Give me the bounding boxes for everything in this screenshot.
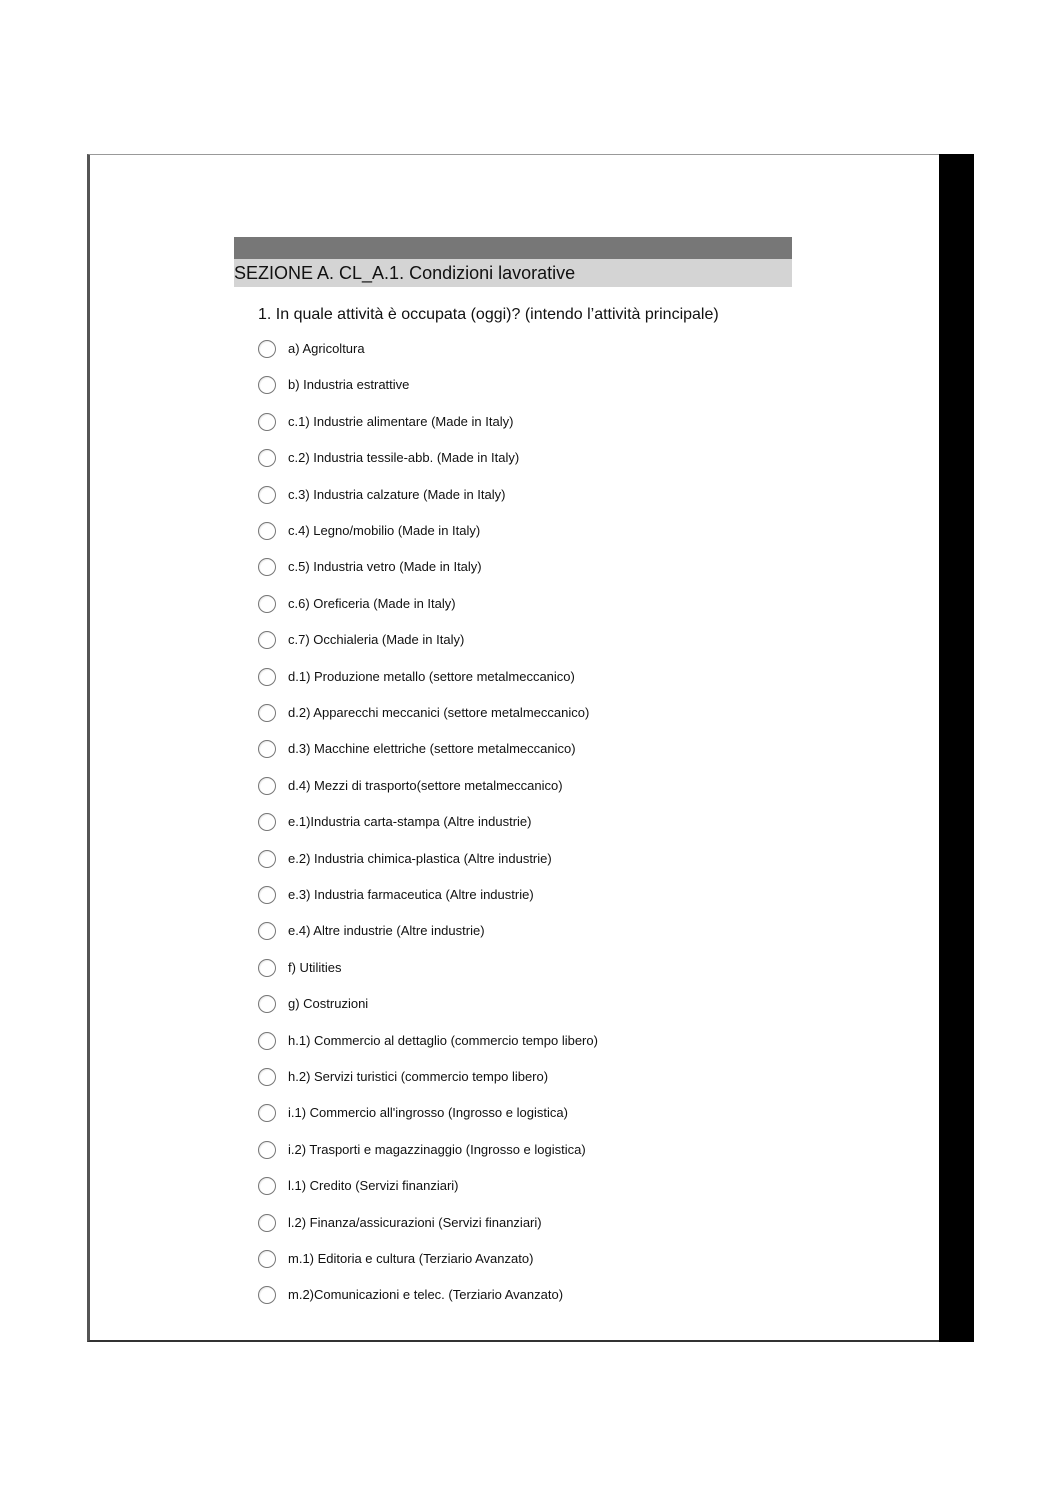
radio-button[interactable]	[258, 1141, 276, 1159]
radio-button[interactable]	[258, 631, 276, 649]
option-label: c.2) Industria tessile-abb. (Made in Italy)	[288, 450, 520, 466]
option-item[interactable]	[258, 884, 534, 906]
radio-button[interactable]	[258, 886, 276, 904]
radio-button[interactable]	[258, 1104, 276, 1122]
radio-button[interactable]	[258, 850, 276, 868]
radio-button[interactable]	[258, 668, 276, 686]
option-item[interactable]	[258, 775, 563, 797]
section-title: SEZIONE A. CL_A.1. Condizioni lavorative	[234, 263, 576, 283]
option-label: c.7) Occhialeria (Made in Italy)	[288, 632, 465, 648]
option-label: c.3) Industria calzature (Made in Italy)	[288, 486, 506, 502]
option-item[interactable]	[258, 484, 505, 506]
option-label: f) Utilities	[288, 959, 342, 975]
radio-button[interactable]	[258, 522, 276, 540]
radio-button[interactable]	[258, 1177, 276, 1195]
radio-button[interactable]	[258, 376, 276, 394]
option-label: i.1) Commercio all'ingrosso (Ingrosso e logistica)	[288, 1105, 568, 1121]
option-item[interactable]	[258, 1030, 598, 1052]
radio-button[interactable]	[258, 486, 276, 504]
option-label: e.3) Industria farmaceutica (Altre industrie)	[288, 887, 534, 902]
option-label: d.4) Mezzi di trasporto(settore metalmeccanico)	[288, 777, 563, 793]
option-item[interactable]	[258, 338, 365, 360]
radio-button[interactable]	[258, 1068, 276, 1086]
option-item[interactable]	[258, 993, 368, 1015]
radio-button[interactable]	[258, 777, 276, 795]
option-label: a) Agricoltura	[288, 341, 365, 356]
radio-button[interactable]	[258, 558, 276, 576]
option-label: c.1) Industrie alimentare (Made in Italy)	[288, 413, 514, 429]
radio-button[interactable]	[258, 340, 276, 358]
option-item[interactable]	[258, 447, 519, 469]
option-label: g) Costruzioni	[288, 996, 369, 1012]
option-item[interactable]	[258, 1139, 586, 1161]
radio-button[interactable]	[258, 595, 276, 613]
option-label: m.1) Editoria e cultura (Terziario Avanzato)	[288, 1251, 534, 1266]
radio-button[interactable]	[258, 1286, 276, 1304]
page-shadow	[939, 154, 974, 1342]
option-item[interactable]	[258, 1066, 548, 1088]
radio-button[interactable]	[258, 1214, 276, 1232]
option-label: i.2) Trasporti e magazzinaggio (Ingrosso e logistica)	[288, 1141, 586, 1157]
option-label: m.2)Comunicazioni e telec. (Terziario Avanzato)	[288, 1287, 564, 1303]
option-label: e.4) Altre industrie (Altre industrie)	[288, 923, 485, 939]
option-label: d.1) Produzione metallo (settore metalmeccanico)	[288, 668, 575, 684]
radio-button[interactable]	[258, 1032, 276, 1050]
option-item[interactable]	[258, 374, 409, 396]
option-label: e.1)Industria carta-stampa (Altre industrie)	[288, 814, 532, 830]
radio-button[interactable]	[258, 1250, 276, 1268]
option-label: h.1) Commercio al dettaglio (commercio tempo libero)	[288, 1032, 598, 1048]
option-label: l.2) Finanza/assicurazioni (Servizi finanziari)	[288, 1214, 542, 1230]
option-item[interactable]	[258, 811, 531, 833]
option-item[interactable]	[258, 738, 576, 760]
radio-button[interactable]	[258, 813, 276, 831]
option-item[interactable]	[258, 1284, 563, 1306]
radio-button[interactable]	[258, 704, 276, 722]
option-item[interactable]	[258, 556, 482, 578]
option-item[interactable]	[258, 1212, 542, 1234]
option-label: l.1) Credito (Servizi finanziari)	[288, 1178, 459, 1194]
option-item[interactable]	[258, 702, 589, 724]
question-text: 1. In quale attività è occupata (oggi)? (intendo l’attività principale)	[258, 306, 719, 323]
section-header-bar	[234, 237, 792, 259]
option-label: h.2) Servizi turistici (commercio tempo libero)	[288, 1069, 549, 1084]
radio-button[interactable]	[258, 413, 276, 431]
radio-button[interactable]	[258, 959, 276, 977]
radio-button[interactable]	[258, 922, 276, 940]
option-item[interactable]	[258, 1248, 533, 1270]
option-item[interactable]	[258, 666, 575, 688]
option-item[interactable]	[258, 629, 464, 651]
radio-button[interactable]	[258, 995, 276, 1013]
option-label: b) Industria estrattive	[288, 377, 410, 393]
radio-button[interactable]	[258, 449, 276, 467]
option-item[interactable]	[258, 411, 513, 433]
option-label: e.2) Industria chimica-plastica (Altre industrie)	[288, 850, 552, 866]
option-label: d.3) Macchine elettriche (settore metalmeccanico)	[288, 741, 576, 757]
option-item[interactable]	[258, 848, 552, 870]
radio-button[interactable]	[258, 740, 276, 758]
option-item[interactable]	[258, 1175, 459, 1197]
option-item[interactable]	[258, 593, 456, 615]
option-label: d.2) Apparecchi meccanici (settore metalmeccanico)	[288, 705, 590, 720]
option-label: c.6) Oreficeria (Made in Italy)	[288, 595, 456, 611]
option-label: c.5) Industria vetro (Made in Italy)	[288, 559, 482, 575]
option-label: c.4) Legno/mobilio (Made in Italy)	[288, 523, 481, 538]
option-item[interactable]	[258, 920, 485, 942]
option-item[interactable]	[258, 1102, 568, 1124]
option-item[interactable]	[258, 957, 341, 979]
option-item[interactable]	[258, 520, 480, 542]
